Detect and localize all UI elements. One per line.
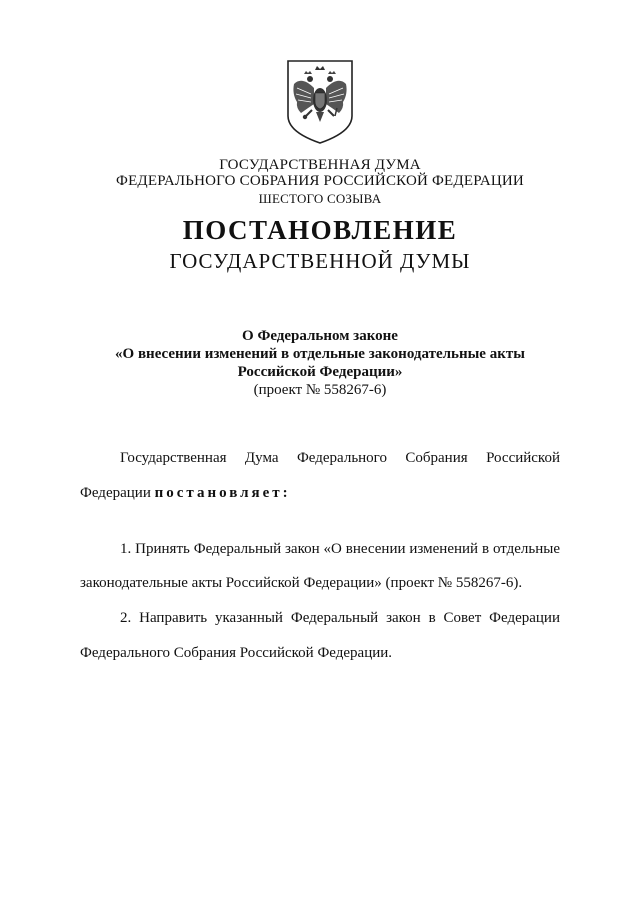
project-number: (проект № 558267-6): [253, 382, 387, 398]
subject-line-1: О Федеральном законе: [242, 328, 398, 344]
document-subtitle: ГОСУДАРСТВЕННОЙ ДУМЫ: [169, 249, 471, 273]
intro-prefix: Федерации: [80, 485, 155, 501]
document-title: ПОСТАНОВЛЕНИЕ: [182, 215, 458, 245]
org-line-1: ГОСУДАРСТВЕННАЯ ДУМА: [219, 157, 421, 173]
org-line-3: ШЕСТОГО СОЗЫВА: [258, 191, 382, 206]
item-1-line-2: законодательные акты Российской Федерации» (проект № 558267-6).: [80, 575, 523, 591]
resolution-verb: постановляет:: [154, 485, 291, 501]
intro-line-2: [80, 485, 560, 502]
coat-of-arms-icon: [284, 58, 356, 146]
org-line-2: ФЕДЕРАЛЬНОГО СОБРАНИЯ РОССИЙСКОЙ ФЕДЕРАЦИИ: [116, 173, 524, 189]
intro-line-1: Государственная Дума Федерального Собрания Российской: [120, 450, 560, 466]
item-2-line-2: Федерального Собрания Российской Федерации.: [80, 645, 393, 661]
subject-line-3: Российской Федерации»: [237, 364, 403, 380]
subject-line-2: «О внесении изменений в отдельные законодательные акты: [115, 346, 525, 362]
item-2-line-1: 2. Направить указанный Федеральный закон в Совет Федерации: [120, 610, 560, 626]
item-1-line-1: 1. Принять Федеральный закон «О внесении изменений в отдельные: [120, 541, 560, 557]
